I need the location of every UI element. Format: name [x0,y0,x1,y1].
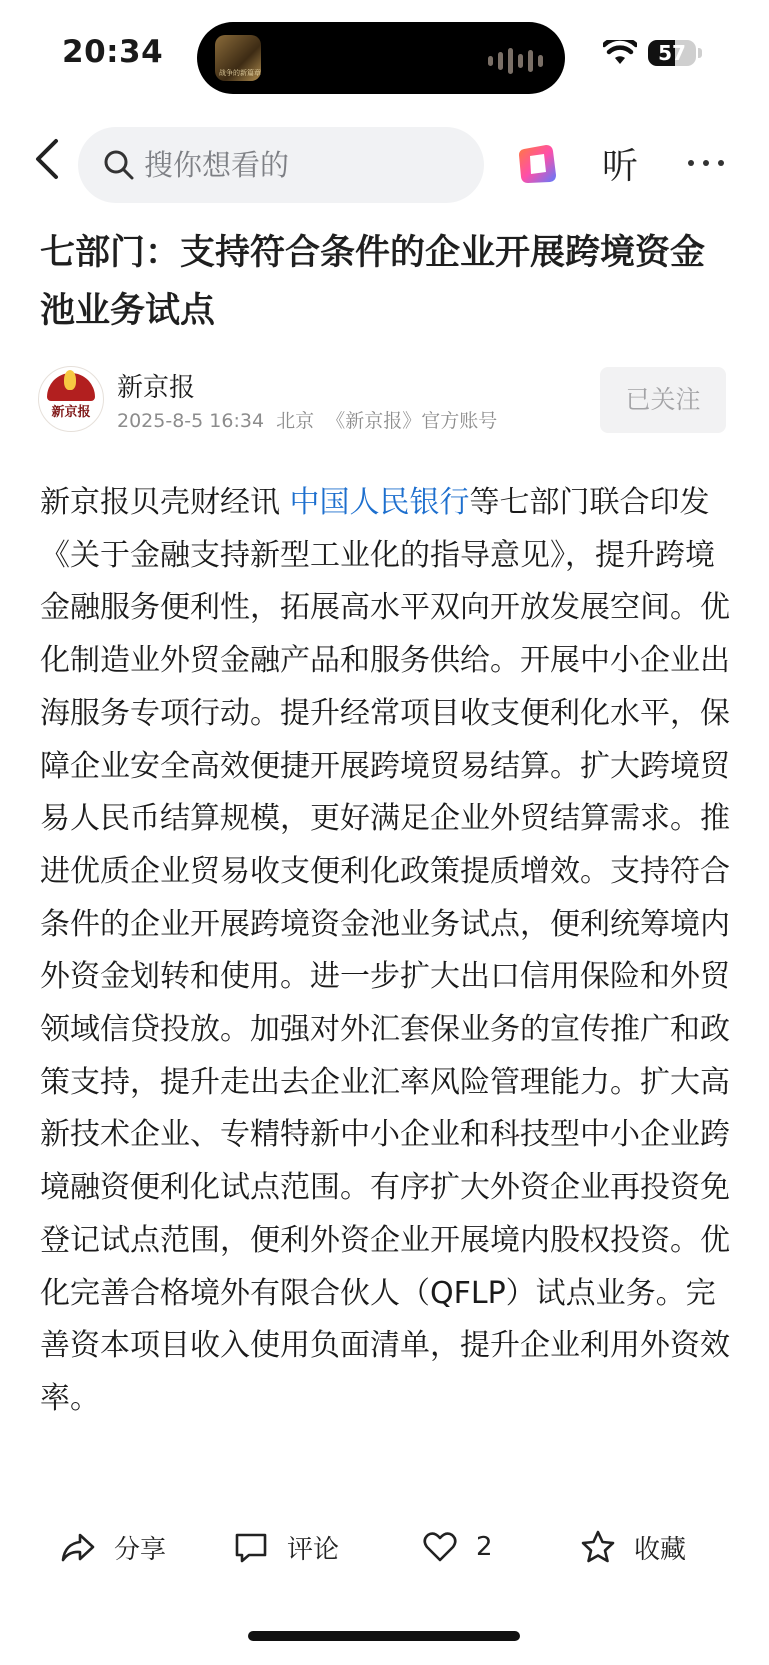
share-label: 分享 [114,1534,167,1565]
comment-icon [233,1529,269,1565]
status-bar [0,0,769,110]
now-playing-thumbnail[interactable] [215,35,261,81]
follow-button[interactable]: 已关注 [600,367,726,433]
search-bar[interactable] [78,127,484,203]
battery-level: 57 [658,41,686,65]
logo-text: 新京报 [51,405,91,420]
author-name[interactable]: 新京报 [117,373,196,403]
author-meta [117,406,497,433]
logo-flame [64,370,76,390]
heart-icon [422,1529,458,1565]
audio-waveform-icon [488,48,543,74]
author-avatar[interactable] [38,366,104,432]
now-playing-thumbnail-caption: 战争的新篇章 [219,69,261,77]
share-icon [60,1529,96,1565]
collect-label: 收藏 [634,1534,687,1565]
article-title: 七部门：支持符合条件的企业开展跨境资金池业务试点 [40,233,706,331]
search-placeholder: 搜你想看的 [144,148,290,182]
body-lead: 新京报贝壳财经讯 [40,485,290,520]
share-button[interactable] [60,1517,166,1577]
comment-button[interactable] [233,1517,339,1577]
publish-location: 北京 [276,410,315,432]
dynamic-island[interactable] [197,22,565,94]
status-time: 20:34 [62,34,164,70]
like-button[interactable] [422,1517,493,1577]
search-icon [102,148,136,182]
like-count: 2 [476,1532,493,1562]
battery-cap [698,48,702,58]
star-icon [580,1529,616,1565]
comment-label: 评论 [287,1534,340,1565]
home-indicator[interactable] [248,1631,520,1641]
collect-button[interactable] [580,1517,686,1577]
listen-button[interactable]: 听 [602,146,639,187]
body-text: 等七部门联合印发《关于金融支持新型工业化的指导意见》，提升跨境金融服务便利性，拓展高水平双向开放发展空间。优化制造业外贸金融产品和服务供给。开展中小企业出海服务专项行动。提升经常项目收支便利化水平，保障企业安全高效便捷开展跨境贸易结算。扩大跨境贸易人民币结算规模，更好满足企业外贸结算需求。推进优质企业贸易收支便利化政策提质增效。支持符合条件的企业开展跨境资金池业务试点，便利统筹境内外资金划转和使用。进一步扩大出口信用保险和外贸领域信贷投放。加强对外汇套保业务的宣传推广和政策支持，提升走出去企业汇率风险管理能力。扩大高新技术企业、专精特新中小企业和科技型中小企业跨境融资便利化试点范围。有序扩大外资企业再投资免登记试点范围，便利外资企业开展境内股权投资。优化完善合格境外有限合伙人（QFLP）试点业务。完善资本项目收入使用负面清单，提升企业利用外资效率。 [40,485,730,1416]
publish-date: 2025-8-5 16:34 [117,410,265,432]
account-description: 《新京报》官方账号 [326,410,498,432]
ai-assistant-icon[interactable] [516,143,558,185]
wifi-icon [603,40,637,66]
action-bar [0,1517,769,1577]
article-body [40,477,730,1426]
battery-icon [648,40,696,66]
body-link-pboc[interactable]: 中国人民银行 [289,485,470,520]
back-icon[interactable] [28,135,68,183]
more-options-icon[interactable] [688,160,724,166]
